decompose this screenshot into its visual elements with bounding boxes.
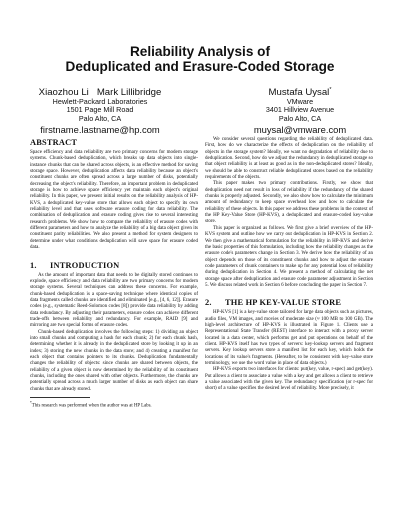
author-block-vmware	[220, 87, 380, 135]
author-affiliation: Hewlett-Packard Laboratories	[52, 97, 148, 106]
intro-paragraph-1: As the amount of important data that needs to be digitally stored continues to explode, space efficiency and data reliability are two primary concerns for modern storage systems. Several techniques can address these concerns. For example, chunk-based deduplication is a space-saving technique where identical copies of data fragments called chunks are identified and eliminated [e.g., [4, 6, 12]]. Erasure codes (e.g., systematic Reed-Solomon codes [8]) provide data reliability by adding data redundancy. By adjusting their parameters, erasure codes can achieve different trade-offs between reliability and redundancy. For example, RAID [9] and mirroring are two special forms of erasure codes.	[30, 272, 198, 329]
author-address: 3401 Hillview Avenue	[265, 105, 335, 115]
intro-paragraph-2: Chunk-based deduplication involves the following steps: 1) dividing an object into small chunks and computing a hash for each chunk; 2) for each chunk hash, determining whether it is already in the deduplicated store by looking it up in an index; 3) storing the new chunks in the data store; and 4) creating a manifest for each object that contains pointers to its chunks. Deduplication fundamentally changes the reliability of objects: since chunks are shared between objects, the reliability of a given object is now determined by the reliability of its constituent chunks, including the ones shared with other objects. Furthermore, the chunks are potentially spread across a much larger number of disks as each object can share chunks that are already stored.	[30, 329, 198, 392]
section-title: THE HP KEY-VALUE STORE	[225, 298, 342, 308]
section-number: 2.	[205, 298, 212, 308]
footnote	[30, 400, 198, 410]
left-column	[30, 138, 198, 410]
author-address: 1501 Page Mill Road	[66, 105, 134, 115]
author-name: Mustafa Uysal	[268, 87, 330, 98]
author-email: muysal@vmware.com	[253, 123, 347, 135]
author-block-hp	[20, 87, 180, 135]
abstract-text: Space efficiency and data reliability are two primary concerns for modern storage systems. Chunk-based deduplication, which breaks up data objects into single-instance chunks that can be shared across objects, is an effective method for saving storage space. However, deduplication affects data reliability because an object's constituent chunks are often spread across a large number of disks, potentially decreasing the object's reliability. Therefore, an important problem in deduplicated storage is how to achieve space efficiency yet maintain each object's original reliability. In this paper, we present initial results on the reliability analysis of HP-KVS, a deduplicated key-value store that allows each object to specify its own reliability level and that uses software erasure coding for data reliability. The combination of deduplication and erasure coding gives rise to several interesting research problems. We show how to compare the reliability of erasure codes with different parameters and how to analyze the reliability of a big data object given its constituent parity reliabilities. We also present a method for system designers to determine under what conditions deduplication will save space for erasure coded data.	[30, 150, 198, 251]
section-number: 1.	[30, 260, 37, 270]
author-email: firstname.lastname@hp.com	[40, 123, 160, 135]
right-column	[205, 137, 373, 393]
body-paragraph-5: HP-KVS exports two interfaces for clients: put(key, value, r-spec) and get(key). Put allows a client to associate a value with a key and get allows a client to retrieve a value associated with the given key. The redundancy specification (or r-spec for short) of a value specifies the desired level of reliability. More precisely, it	[205, 367, 373, 392]
paper-title-line-2: Deduplicated and Erasure-Coded Storage	[65, 59, 335, 74]
body-paragraph-4: HP-KVS [1] is a key-value store tailored for large data objects such as pictures, audio files, VM images, and movies of moderate size (≈ 100 MB to 100 GB). The high-level architecture of HP-KVS is illustrated in Figure 1. Clients use a Representational State Transfer (REST) interface to interact with a proxy server located in a data center, which performs get and put operations on behalf of the client. HP-KVS itself has two types of servers: key-lookup servers and fragment servers. Key lookup servers store a manifest list for each key, which holds the locations of its value's fragments. (Hereafter, to be consistent with key-value store terminology, we use the word value in place of data objects.)	[205, 310, 373, 366]
body-paragraph-1: We consider several questions regarding the reliability of deduplicated data. First, how do we characterize the effects of deduplication on the reliability of objects in the storage system? Ideally, we want no degradation of reliability due to deduplication. Second, how do we adjust the redundancy in deduplicated storage so that object reliability is at least as good as in the non-deduplicated stores? Ideally, we should be able to construct reliable deduplicated stores based on the reliability requirements of the objects.	[205, 137, 373, 181]
footnote-text: This research was performed when the author was at HP Labs.	[31, 403, 152, 409]
body-paragraph-2: This paper makes two primary contributions. Firstly, we show that deduplication need not result in loss of reliability if the redundancy of the shared chunks is properly adjusted. Secondly, we also show how to calculate the minimum amount of redundancy to keep space overhead low and how to calculate the reliability of these objects. In this paper we address these problems in the context of the HP Key-Value Store (HP-KVS), a deduplicated and erasure-coded key-value store.	[205, 181, 373, 225]
footnote-marker: *	[329, 86, 332, 93]
author-name: Xiaozhou Li	[38, 87, 89, 98]
abstract-heading: ABSTRACT	[30, 138, 78, 147]
section-title: INTRODUCTION	[50, 260, 120, 270]
author-name: Mark Lillibridge	[96, 87, 162, 98]
author-city: Palo Alto, CA	[78, 113, 122, 123]
paper-title-line-1: Reliability Analysis of	[129, 44, 270, 59]
author-affiliation: VMware	[286, 97, 314, 106]
footnote-marker: *	[30, 401, 32, 406]
body-paragraph-3: This paper is organized as follows. We first give a brief overview of the HP-KVS system and outline how we carry out deduplication in HP-KVS in Section 2. We then give a mathematical formulation for the reliability in HP-KVS and derive the basic properties of this formulation, including how the reliability changes as the erasure code's parameters change in Section 3. We derive how the reliability of an object depends on those of its constituent chunks and how to adjust the erasure code parameters of chunk containers to make up for any potential loss of reliability during deduplication in Section 4. We present a method of calculating the net storage space after deduplication and erasure code parameter adjustment in Section 5. We discuss related work in Section 6 before concluding the paper in Section 7.	[205, 225, 373, 288]
section-heading-introduction	[30, 261, 198, 271]
section-heading-hp-kvs	[205, 298, 373, 308]
author-city: Palo Alto, CA	[278, 113, 322, 123]
footnote-divider	[30, 397, 90, 398]
